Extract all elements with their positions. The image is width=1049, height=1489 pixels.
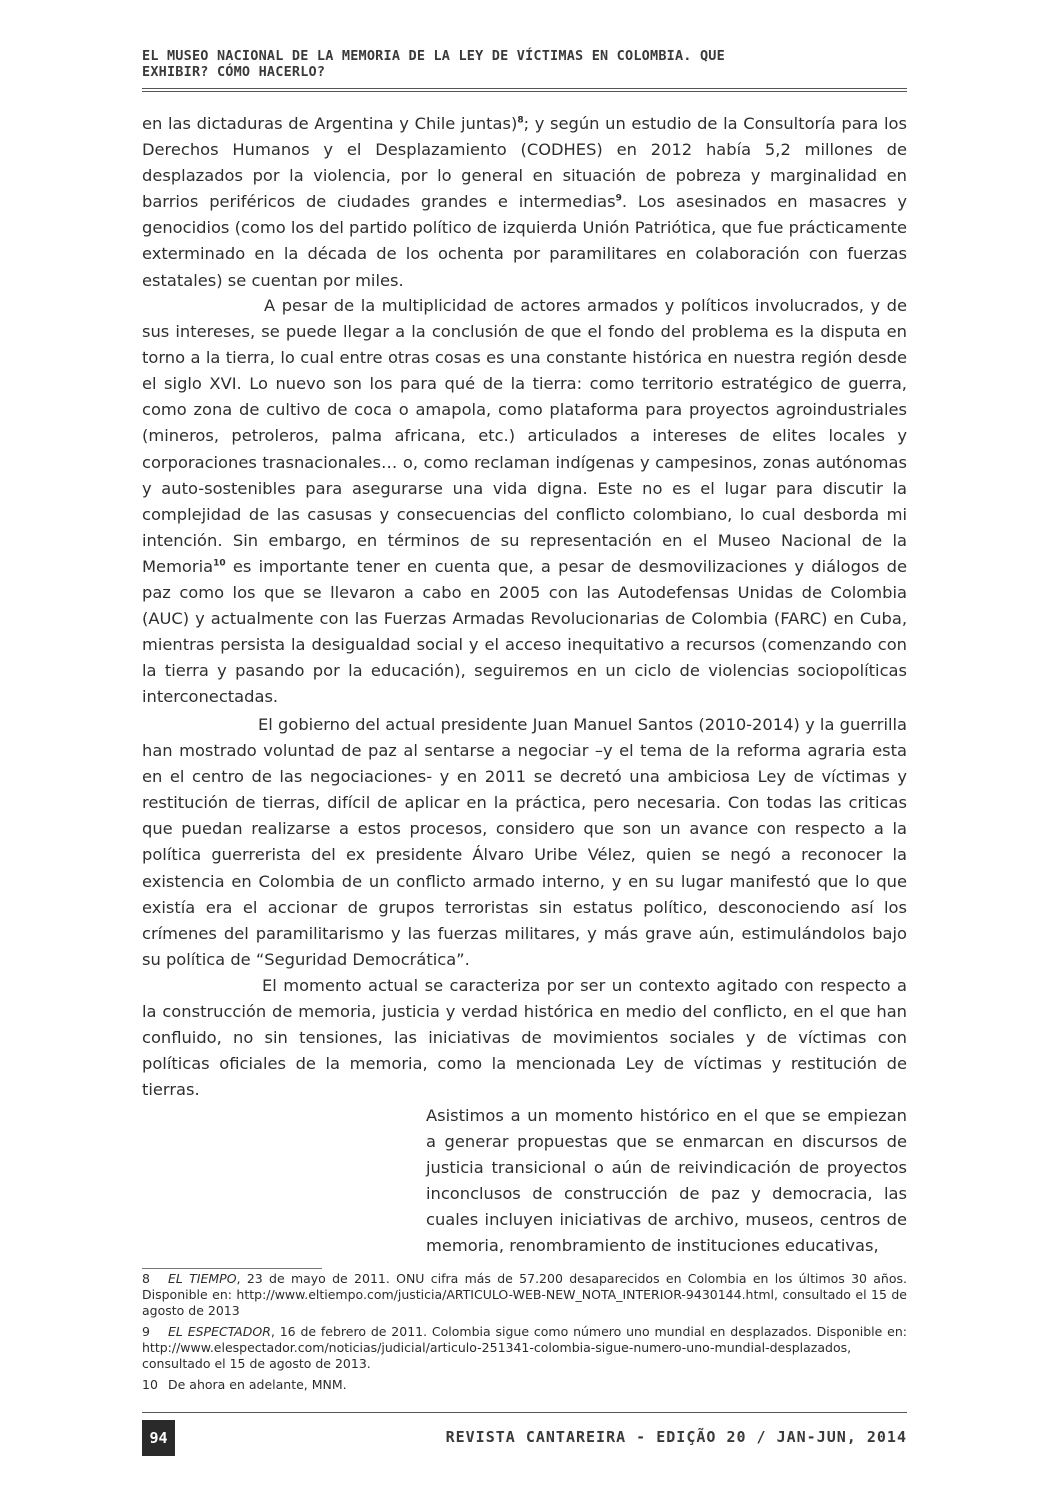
footnote-text: , 16 de febrero de 2011. Colombia sigue como número uno mundial en desplazados. Disponible en: http://www.elespectador.com/noticias/judicial/articulo-251341-colombia-sigue-numero-uno-mundial-desplazados, consultado el 15 de agosto de 2013. (142, 1324, 907, 1371)
block-quote: Asistimos a un momento histórico en el que se empiezan a generar propuestas que se enmarcan en discursos de justicia transicional o aún de reivindicación de proyectos inconclusos de construcción de paz y democracia, las cuales incluyen iniciativas de archivo, museos, centros de memoria, renombramiento de instituciones educativas, (426, 1106, 907, 1256)
footnote-ref-8[interactable]: 8 (517, 115, 524, 126)
footnote-source: EL ESPECTADOR (168, 1324, 271, 1339)
footnote-source: EL TIEMPO (168, 1271, 237, 1286)
paragraph-4: El momento actual se caracteriza por ser un contexto agitado con respecto a la construcción de memoria, justicia y verdad histórica en medio del conflicto, en el que han confluido, no sin tensiones, las iniciativas de movimientos sociales y de víctimas con políticas oficiales de la memoria, como la mencionada Ley de víctimas y restitución de tierras. (142, 976, 907, 1100)
page-number-badge: 94 (142, 1420, 175, 1456)
footnote-ref-9[interactable]: 9 (615, 193, 622, 204)
footer-rule (142, 1412, 907, 1413)
footnote-number: 8 (142, 1271, 150, 1286)
footnote-9 (142, 1324, 907, 1372)
paragraph-1-text-a: en las dictaduras de Argentina y Chile juntas) (142, 114, 518, 133)
footnote-number: 9 (142, 1324, 150, 1339)
paragraph-2-text-b: es importante tener en cuenta que, a pesar de desmovilizaciones y diálogos de paz como los que se llevaron a cabo en 2005 con las Autodefensas Unidas de Colombia (AUC) y actualmente con las Fuerzas Armadas Revolucionarias de Colombia (FARC) en Cuba, mientras persista la desigualdad social y el acceso inequitativo a recursos (comenzando con la tierra y pasando por la educación), seguiremos en un ciclo de violencias sociopolíticas interconectadas. (142, 556, 907, 707)
paragraph-1-text-b: ; y según un estudio de la Consultoría para los Derechos Humanos y el Desplazamiento (CODHES) en 2012 había 5,2 millones de desplazados por la violencia, por lo general en situación de pobreza y marginalidad en barrios periféricos de ciudades grandes e intermedias (142, 114, 907, 212)
paragraph-1-text-c: . Los asesinados en masacres y genocidios (como los del partido político de izquierda Unión Patriótica, que fue prácticamente exterminado en la década de los ochenta por paramilitares en colaboración con fuerzas estatales) se cuentan por miles. (142, 192, 907, 290)
paragraph-2 (142, 293, 907, 711)
journal-citation: REVISTA CANTAREIRA - EDIÇÃO 20 / JAN-JUN, 2014 (445, 1428, 907, 1446)
footnote-text: De ahora en adelante, MNM. (168, 1377, 347, 1392)
footnote-number: 10 (142, 1377, 158, 1392)
paragraph-1 (142, 111, 907, 294)
running-header-title: EL MUSEO NACIONAL DE LA MEMORIA DE LA LEY DE VÍCTIMAS EN COLOMBIA. QUE EXHIBIR? CÓMO HACERLO? (142, 48, 725, 80)
footnote-separator (142, 1268, 322, 1269)
footnote-8 (142, 1271, 907, 1319)
header-rule-top (142, 88, 907, 89)
header-rule-bottom (142, 91, 907, 92)
footnote-text: , 23 de mayo de 2011. ONU cifra más de 57.200 desaparecidos en Colombia en los últimos 30 años. Disponible en: http://www.eltiempo.com/justicia/ARTICULO-WEB-NEW_NOTA_INTERIOR-9430144.html, consultado el 15 de agosto de 2013 (142, 1271, 907, 1318)
footnote-ref-10[interactable]: 10 (213, 558, 226, 569)
paragraph-3: El gobierno del actual presidente Juan Manuel Santos (2010-2014) y la guerrilla han mostrado voluntad de paz al sentarse a negociar –y el tema de la reforma agraria esta en el centro de las negociaciones- y en 2011 se decretó una ambiciosa Ley de víctimas y restitución de tierras, difícil de aplicar en la práctica, pero necesaria. Con todas las criticas que puedan realizarse a estos procesos, considero que son un avance con respecto a la política guerrerista del ex presidente Álvaro Uribe Vélez, quien se negó a reconocer la existencia en Colombia de un conflicto armado interno, y en su lugar manifestó que lo que existía era el accionar de grupos terroristas sin estatus político, desconociendo así los crímenes del paramilitarismo y las fuerzas militares, y más grave aún, estimulándolos bajo su política de “Seguridad Democrática”. (142, 715, 907, 969)
paragraph-2-text-a: A pesar de la multiplicidad de actores armados y políticos involucrados, y de sus intereses, se puede llegar a la conclusión de que el fondo del problema es la disputa en torno a la tierra, lo cual entre otras cosas es una constante histórica en nuestra región desde el siglo XVI. Lo nuevo son los para qué de la tierra: como territorio estratégico de guerra, como zona de cultivo de coca o amapola, como plataforma para proyectos agroindustriales (mineros, petroleros, palma africana, etc.) articulados a intereses de elites locales y corporaciones trasnacionales… o, como reclaman indígenas y campesinos, zonas autónomas y auto-sostenibles para asegurarse una vida digna. Este no es el lugar para discutir la complejidad de las casusas y consecuencias del conflicto colombiano, lo cual desborda mi intención. Sin embargo, en términos de su representación en el Museo Nacional de la Memoria (142, 296, 907, 576)
footnotes (142, 1271, 907, 1398)
footnote-10 (142, 1377, 907, 1393)
